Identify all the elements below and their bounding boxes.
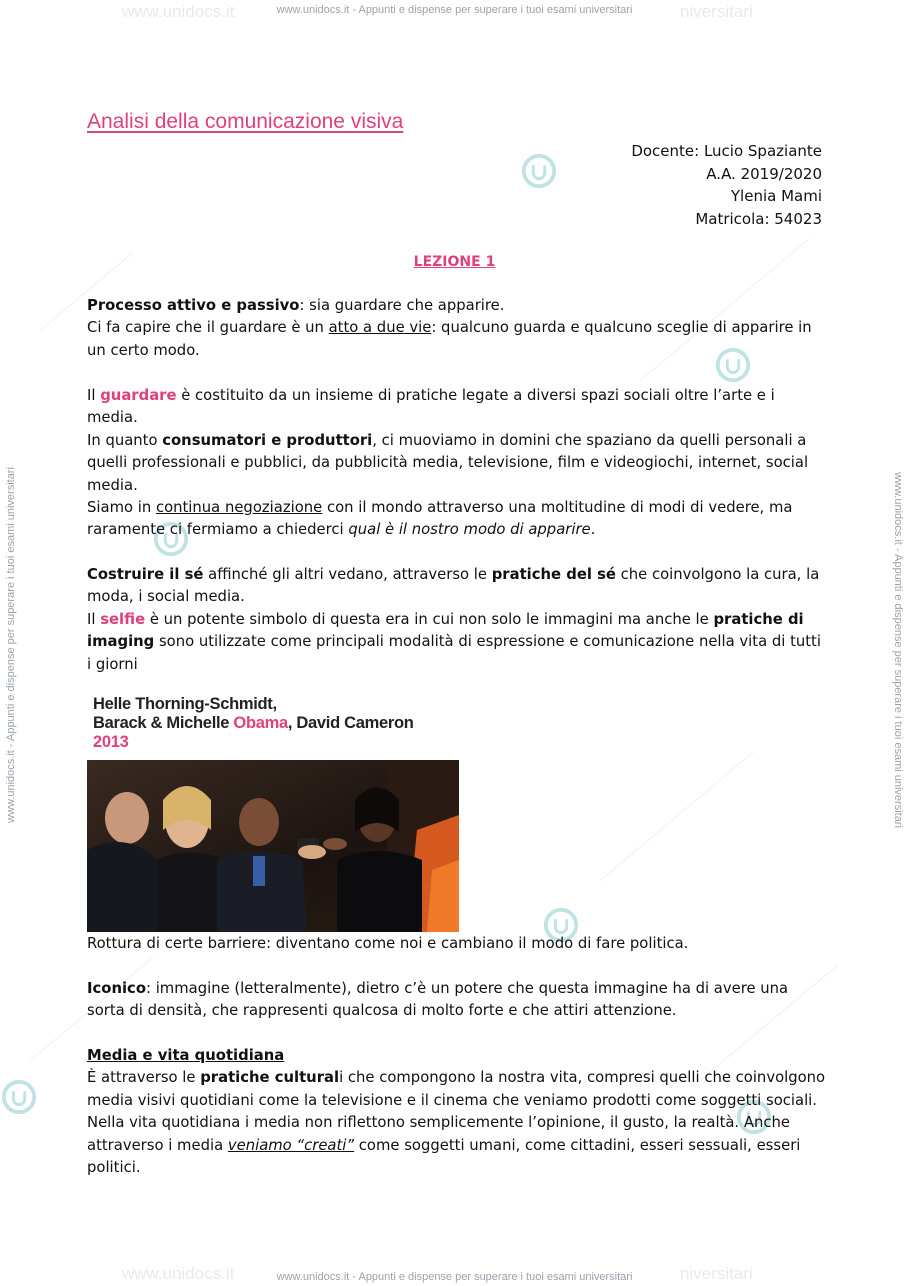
text: Il: [87, 610, 101, 628]
paragraph-processo: [87, 295, 827, 362]
term-pratiche-se: pratiche del sé: [491, 566, 616, 583]
watermark-footer: www.unidocs.it - Appunti e dispense per superare i tuoi esami universitari: [276, 1271, 633, 1283]
text: Nella vita quotidiana i media non riflettono semplicemente l’opinione, il gusto, la realtà. Anche attraverso i media: [87, 1114, 790, 1154]
text: Ci fa capire che il guardare è un: [87, 319, 329, 337]
watermark-ghost-bottom-right: niversitari: [680, 1264, 753, 1283]
term-pratiche-culturali: pratiche cultural: [200, 1069, 340, 1087]
text: è costituito da un insieme di pratiche legate a diversi spazi sociali oltre l’arte e i media.: [87, 387, 775, 427]
term-imaging: pratiche di imaging: [87, 610, 804, 651]
watermark-left-side: [0, 415, 22, 875]
term-guardare: guardare: [100, 387, 177, 404]
text: Siamo in: [87, 499, 156, 516]
figure-text: , David Cameron: [287, 714, 414, 732]
paragraph-rottura: [87, 933, 827, 955]
selfie-photo-illustration: [87, 760, 459, 932]
figure-caption-line1: Helle Thorning-Schmidt,: [93, 695, 277, 713]
text: che coinvolgono la cura, la moda, i social media.: [87, 566, 820, 606]
text: : qualcuno guarda e qualcuno sceglie di apparire in un certo modo.: [87, 319, 812, 359]
term-processo: Processo attivo e passivo: [87, 297, 300, 314]
figure-obama: Obama: [233, 714, 288, 732]
term-costruire: Costruire il sé: [87, 566, 204, 583]
paragraph-media: [87, 1045, 827, 1179]
lesson-heading: LEZIONE 1: [413, 254, 496, 270]
watermark-header: www.unidocs.it - Appunti e dispense per superare i tuoi esami universitari: [276, 4, 633, 16]
text: : immagine (letteralmente), dietro c’è un potere che questa immagine ha di avere una sorta di densità, che rappresenti qualcosa di molto forte e che attiri attenzione.: [87, 980, 789, 1020]
text: .: [590, 521, 596, 539]
term-selfie: selfie: [100, 610, 146, 628]
text: sono utilizzate come principali modalità di espressione e comunicazione nella vita di tutti i giorni: [87, 633, 821, 673]
text: : sia guardare che apparire.: [299, 297, 505, 314]
watermark-ghost-top-right: niversitari: [680, 2, 753, 21]
term-iconico: Iconico: [87, 980, 146, 997]
meta-docente: Docente: Lucio Spaziante: [631, 142, 822, 160]
document-meta: [631, 140, 822, 230]
text: Rottura di certe barriere: diventano come noi e cambiano il modo di fare politica.: [87, 935, 689, 952]
paragraph-iconico: [87, 978, 827, 1023]
term-apparire: qual è il nostro modo di apparire: [348, 521, 591, 539]
paragraph-negoziazione: [87, 497, 827, 542]
meta-matricola: Matricola: 54023: [695, 209, 822, 228]
watermark-logo-icon: [520, 152, 558, 190]
watermark-ghost-top-left: www.unidocs.it: [122, 2, 235, 21]
watermark-left-text: www.unidocs.it - Appunti e dispense per superare i tuoi esami universitari: [5, 467, 17, 823]
watermark-diagonal: [600, 751, 754, 880]
watermark-right-text: www.unidocs.it - Appunti e dispense per superare i tuoi esami universitari: [892, 472, 904, 828]
meta-anno: A.A. 2019/2020: [706, 164, 822, 183]
term-negoziazione: continua negoziazione: [155, 499, 323, 516]
term-consumatori: consumatori e produttori: [162, 431, 373, 449]
text: , ci muoviamo in domini che spaziano da quelli personali a quelli professionali e pubblici, da pubblicità media, televisione, film e videogiochi, internet, social media.: [87, 431, 809, 494]
term-atto: atto a due vie: [328, 319, 432, 337]
paragraph-guardare: [87, 385, 827, 497]
figure-caption-line2: [93, 714, 414, 733]
meta-autore: Ylenia Mami: [730, 187, 822, 205]
text: affinché gli altri vedano, attraverso le: [203, 566, 492, 583]
watermark-ghost-bottom-left: www.unidocs.it: [122, 1264, 235, 1283]
text: con il mondo attraverso una moltitudine di modi di vedere, ma raramente ci fermiamo a chiederci: [87, 499, 793, 539]
paragraph-selfie: [87, 564, 827, 676]
watermark-right-side: [887, 420, 909, 880]
text: In quanto: [87, 431, 163, 449]
figure-year: 2013: [93, 733, 129, 751]
text: come soggetti umani, come cittadini, esseri sessuali, esseri politici.: [87, 1136, 801, 1177]
document-title: Analisi della comunicazione visiva: [87, 110, 404, 133]
selfie-figure: [87, 684, 459, 932]
text: è un potente simbolo di questa era in cui non solo le immagini ma anche le: [145, 610, 714, 628]
text: È attraverso le: [87, 1069, 201, 1087]
section-heading-media: Media e vita quotidiana: [87, 1047, 285, 1064]
figure-text: Barack & Michelle: [93, 714, 234, 732]
watermark-logo-icon: [0, 1078, 38, 1116]
selfie-photo: [87, 760, 459, 932]
term-creati: veniamo “creati”: [227, 1136, 355, 1154]
text: i che compongono la nostra vita, compresi quelli che coinvolgono media visivi quotidiani come la televisione e il cinema che veniamo prodotti come soggetti sociali.: [87, 1069, 826, 1109]
text: Il: [87, 387, 101, 404]
